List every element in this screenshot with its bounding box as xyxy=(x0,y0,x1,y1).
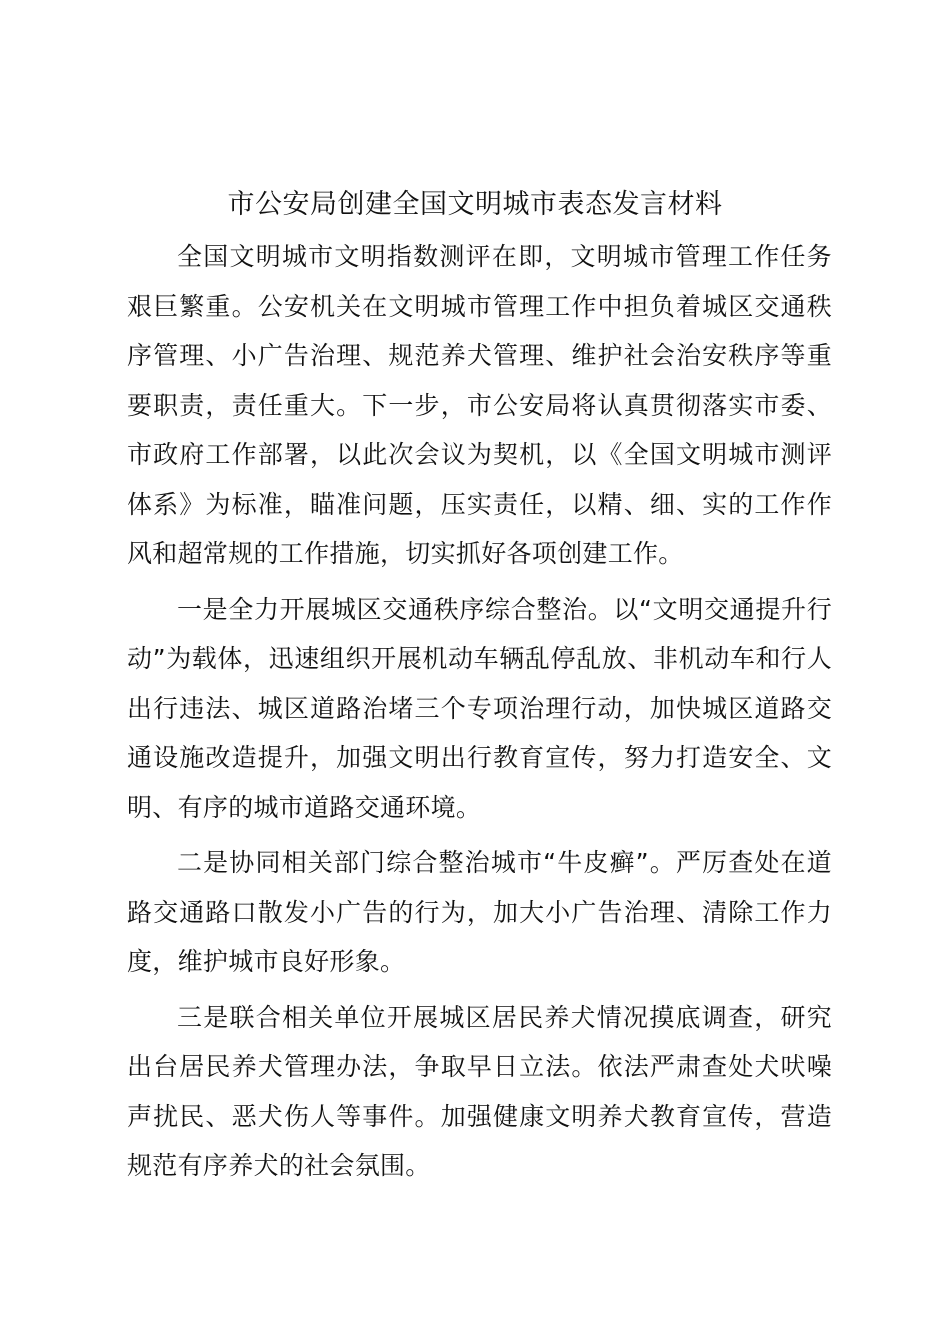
document-body xyxy=(127,232,832,1197)
paragraph-intro: 全国文明城市文明指数测评在即，文明城市管理工作任务艰巨繁重。公安机关在文明城市管理工作中担负着城区交通秩序管理、小广告治理、规范养犬管理、维护社会治安秩序等重要职责，责任重大。下一步，市公安局将认真贯彻落实市委、市政府工作部署，以此次会议为契机，以《全国文明城市测评体系》为标准，瞄准问题，压实责任，以精、细、实的工作作风和超常规的工作措施，切实抓好各项创建工作。 xyxy=(127,242,832,568)
document-title: 市公安局创建全国文明城市表态发言材料 xyxy=(227,189,723,220)
paragraph-traffic: 一是全力开展城区交通秩序综合整治。以“文明交通提升行动”为载体，迅速组织开展机动车辆乱停乱放、非机动车和行人出行违法、城区道路治堵三个专项治理行动，加快城区道路交通设施改造提升，加强文明出行教育宣传，努力打造安全、文明、有序的城市道路交通环境。 xyxy=(127,594,832,822)
paragraph-dogs: 三是联合相关单位开展城区居民养犬情况摸底调查，研究出台居民养犬管理办法，争取早日立法。依法严肃查处犬吠噪声扰民、恶犬伤人等事件。加强健康文明养犬教育宣传，营造规范有序养犬的社会氛围。 xyxy=(127,1002,832,1180)
paragraph-ads: 二是协同相关部门综合整治城市“牛皮癣”。严厉查处在道路交通路口散发小广告的行为，加大小广告治理、清除工作力度，维护城市良好形象。 xyxy=(127,848,832,976)
